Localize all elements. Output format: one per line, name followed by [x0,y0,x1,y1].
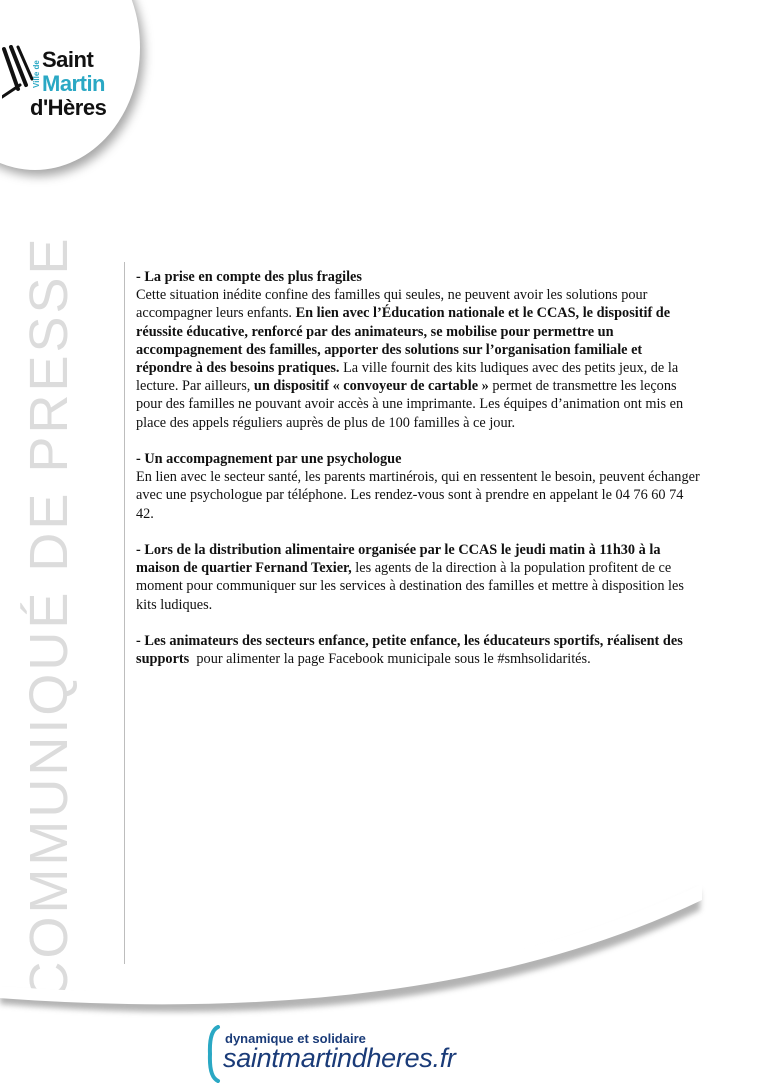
body-bold-text: - Lors de la distribution alimentaire organisée par le CCAS le jeudi matin à 11h30 à la maison de quartier Fernand Texier, [136,542,661,577]
sidebar-divider [124,262,125,964]
logo-dheres-text: d'Hères [30,95,107,120]
section-psychologist [136,450,700,523]
sidebar-title-text: COMMUNIQUÉ DE PRESSE [19,234,79,1001]
section-food-distribution [136,541,700,614]
footer-tagline: dynamique et solidaire [225,1031,366,1046]
body-text: permet de transmettre les leçons pour des familles ne pouvant avoir accès à une imprimante. Les équipes d’animation ont mis en place des appels réguliers auprès de plus de 100 familles à ce jour. [136,378,684,431]
body-bold-text: - Les animateurs des secteurs enfance, petite enfance, les éducateurs sportifs, réalisent des supports [136,633,683,668]
body-bold-text: un dispositif « convoyeur de cartable » [253,378,489,395]
section-heading: - La prise en compte des plus fragiles [136,269,362,285]
page-swoosh-decoration [0,880,768,1020]
body-text: La ville fournit des kits ludiques avec des petits jeux, de la lecture. Par ailleurs, [136,360,679,395]
section-fragile-families [136,268,700,432]
section-heading: - Un accompagnement par une psychologue [136,451,402,468]
footer-bracket-icon [207,1025,221,1083]
press-release-body [136,268,700,687]
sidebar-title [19,234,79,1001]
footer-website-url: saintmartindheres.fr [223,1043,456,1073]
body-text: En lien avec le secteur santé, les parents martinérois, qui en ressentent le besoin, peuvent échanger avec une psychologue par téléphone. Les rendez-vous sont à prendre en appelant le 04 76 60 74 42. [136,469,700,522]
section-animators [136,632,700,668]
city-logo [0,0,145,175]
body-text: les agents de la direction à la population profitent de ce moment pour communiquer sur les services à destination des familles et mettre à disposition les kits ludiques. [136,560,684,613]
footer-brand [205,1021,525,1081]
logo-slashes-icon [2,45,36,101]
body-bold-text: En lien avec l’Éducation nationale et le CCAS, le dispositif de réussite éducative, renforcé par des animateurs, se mobilise pour permettre un accompagnement des familles, apporter des solutions sur l’organisation familiale et répondre à des besoins pratiques. [136,305,671,377]
logo-saint-text: Saint [42,47,94,72]
body-text: pour alimenter la page Facebook municipale sous le #smhsolidarités. [189,651,591,668]
logo-ville-text: Ville de [32,60,41,88]
logo-martin-text: Martin [42,71,105,96]
body-text: Cette situation inédite confine des familles qui seules, ne peuvent avoir les solutions pour accompagner leurs enfants. [136,287,648,322]
